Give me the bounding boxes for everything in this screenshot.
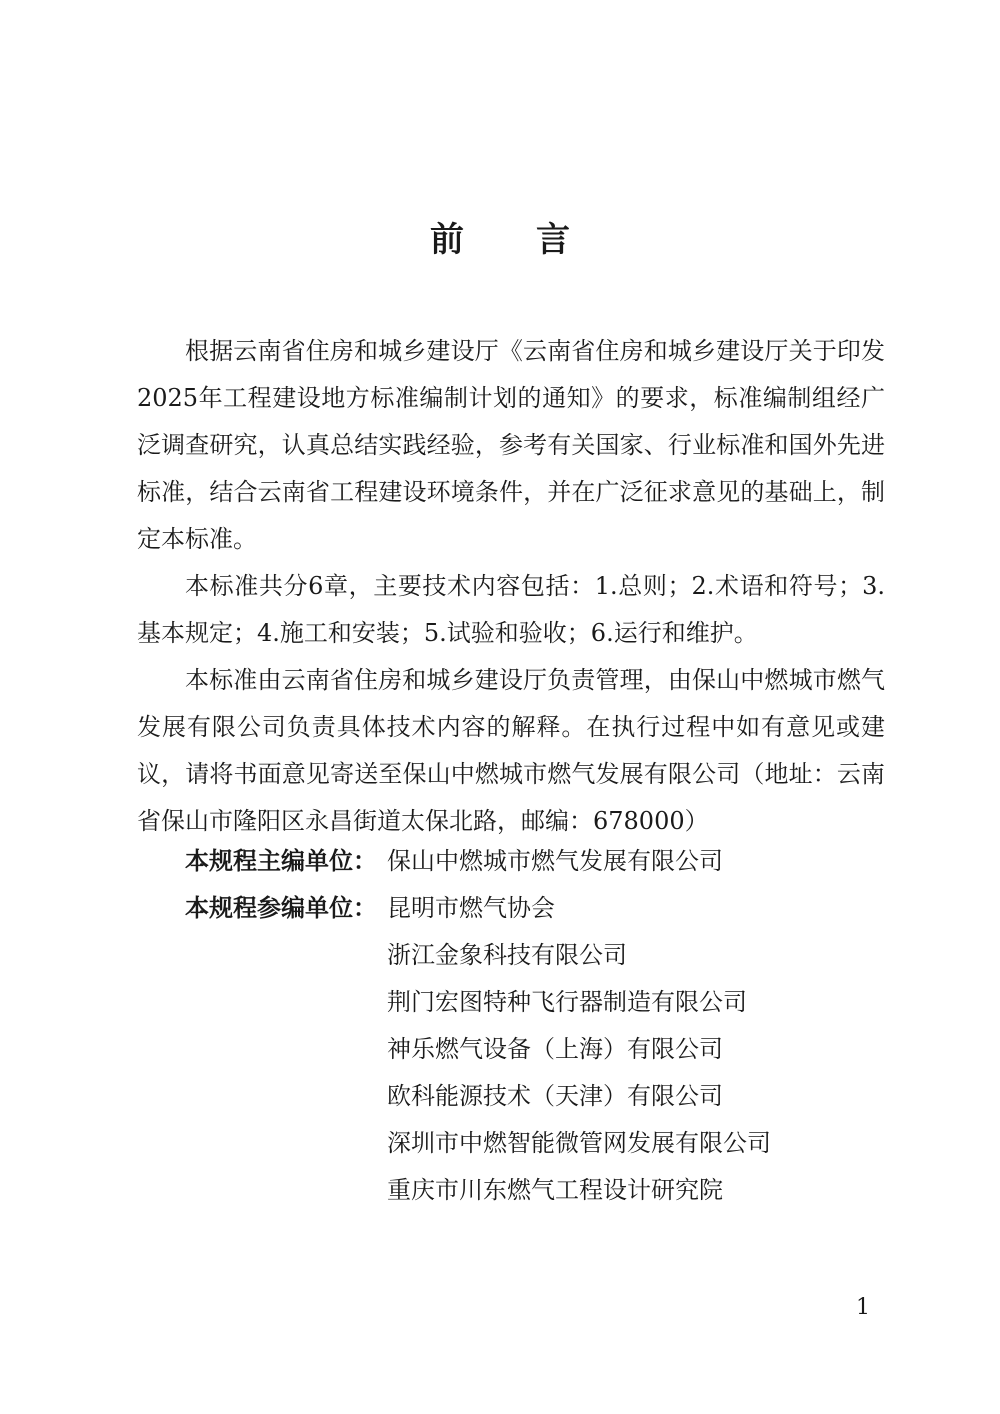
paragraph-chapters: 本标准共分6章，主要技术内容包括：1.总则；2.术语和符号；3.基本规定；4.施工和安装；5.试验和验收；6.运行和维护。 <box>137 572 885 647</box>
participating-unit: 欧科能源技术（天津）有限公司 <box>387 1082 723 1110</box>
editor-units <box>185 838 771 1214</box>
page-title: 前言 <box>430 220 642 260</box>
page-number: 1 <box>856 1295 870 1320</box>
chief-editor-unit: 保山中燃城市燃气发展有限公司 <box>387 847 723 875</box>
preface-body <box>137 328 885 845</box>
participating-unit: 神乐燃气设备（上海）有限公司 <box>387 1035 723 1063</box>
participating-editors-list <box>387 885 771 1214</box>
participating-unit: 昆明市燃气协会 <box>387 894 555 922</box>
participating-unit: 重庆市川东燃气工程设计研究院 <box>387 1176 723 1204</box>
participating-unit: 深圳市中燃智能微管网发展有限公司 <box>387 1129 771 1157</box>
chief-editor-label: 本规程主编单位： <box>185 847 377 875</box>
chief-editor-row <box>185 838 771 885</box>
participating-unit: 荆门宏图特种飞行器制造有限公司 <box>387 988 747 1016</box>
paragraph-management: 本标准由云南省住房和城乡建设厅负责管理，由保山中燃城市燃气发展有限公司负责具体技术内容的解释。在执行过程中如有意见或建议，请将书面意见寄送至保山中燃城市燃气发展有限公司（地址：云南省保山市隆阳区永昌街道太保北路，邮编：678000） <box>137 666 885 835</box>
chief-editor-list <box>387 838 723 885</box>
participating-editors-row <box>185 885 771 1214</box>
participating-unit: 浙江金象科技有限公司 <box>387 941 627 969</box>
paragraph-basis: 根据云南省住房和城乡建设厅《云南省住房和城乡建设厅关于印发2025年工程建设地方标准编制计划的通知》的要求，标准编制组经广泛调查研究，认真总结实践经验，参考有关国家、行业标准和国外先进标准，结合云南省工程建设环境条件，并在广泛征求意见的基础上，制定本标准。 <box>137 337 885 553</box>
participating-editors-label: 本规程参编单位： <box>185 894 377 922</box>
